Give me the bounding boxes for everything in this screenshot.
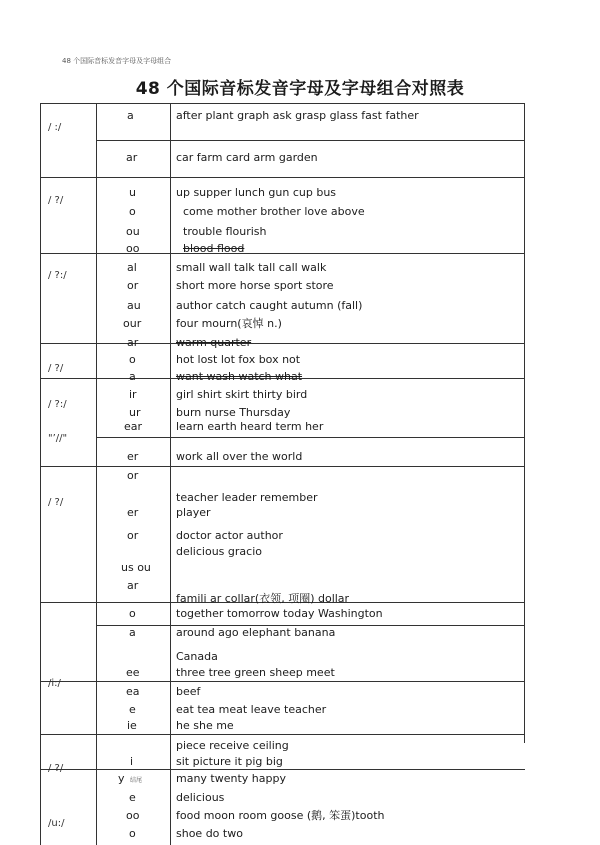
- phoneme-i-long: /i:/: [48, 678, 61, 689]
- example-words-ee: three tree green sheep meet: [176, 666, 335, 679]
- example-words-i: sit picture it pig big: [176, 755, 283, 768]
- phoneme-open-o: / ?/: [48, 363, 64, 374]
- letter-combo-al: al: [127, 261, 137, 274]
- letter-combo-ou1: ou: [126, 225, 140, 238]
- example-words-ar2: warm quarter: [176, 336, 252, 349]
- letter-combo-au: au: [127, 299, 141, 312]
- grid-line: [40, 769, 525, 770]
- example-words-er3: player: [176, 506, 211, 519]
- letter-combo-ar2: ar: [127, 336, 139, 349]
- example-words-a2: want wash watch what: [176, 370, 303, 383]
- letter-combo-a1: a: [127, 109, 134, 122]
- letter-note-y: 结尾: [130, 777, 143, 784]
- letter-combo-ee: ee: [126, 666, 140, 679]
- example-words-e1: eat tea meat leave teacher: [176, 703, 327, 716]
- example-words-ur: burn nurse Thursday: [176, 406, 291, 419]
- letter-combo-er3: er: [127, 506, 139, 519]
- letter-combo-a2: a: [129, 370, 136, 383]
- example-words-o4: shoe do two: [176, 827, 243, 840]
- letter-combo-o4: o: [129, 827, 136, 840]
- example-words-ie: he she me: [176, 719, 234, 732]
- letter-combo-y: y: [118, 772, 125, 785]
- example-words-pr: piece receive ceiling: [176, 739, 289, 752]
- grid-line: [96, 140, 525, 141]
- example-words-oo1: blood flood: [183, 242, 245, 255]
- phoneme-schwa-long-alt: "’//": [48, 433, 68, 444]
- letter-combo-oo2: oo: [126, 809, 140, 822]
- example-words-ear: learn earth heard term her: [176, 420, 324, 433]
- example-words-ir: girl shirt skirt thirty bird: [176, 388, 308, 401]
- example-words-or3: doctor actor author: [176, 529, 283, 542]
- example-words-au: author catch caught autumn (fall): [176, 299, 363, 312]
- document-header: 48 个国际音标发音字母及字母组合: [62, 57, 172, 65]
- example-words-o2: hot lost lot fox box not: [176, 353, 301, 366]
- letter-combo-us: us ou: [121, 561, 151, 574]
- grid-line: [40, 734, 525, 735]
- example-words-ar: car farm card arm garden: [176, 151, 318, 164]
- letter-combo-i: i: [130, 755, 134, 768]
- letter-combo-ar: ar: [126, 151, 138, 164]
- example-words-oo2: food moon room goose (鹅, 笨蛋)tooth: [176, 809, 385, 822]
- grid-line: [40, 681, 525, 682]
- example-words-y: many twenty happy: [176, 772, 286, 785]
- letter-combo-or3: or: [127, 529, 139, 542]
- grid-line: [524, 103, 525, 743]
- letter-combo-u: u: [129, 186, 136, 199]
- letter-combo-ie: ie: [127, 719, 137, 732]
- example-words-ou1: trouble flourish: [183, 225, 267, 238]
- phoneme-schwa-long: / ?:/: [48, 399, 67, 410]
- letter-combo-o1: o: [129, 205, 136, 218]
- letter-combo-oo1: oo: [126, 242, 140, 255]
- example-words-a1: after plant graph ask grasp glass fast father: [176, 109, 419, 122]
- letter-combo-ear: ear: [124, 420, 143, 433]
- letter-combo-o3: o: [129, 607, 136, 620]
- example-words-ea: beef: [176, 685, 201, 698]
- letter-combo-a3: a: [129, 626, 136, 639]
- grid-line: [40, 466, 525, 467]
- example-words-ous: delicious gracio: [176, 545, 262, 558]
- example-words-er2: teacher leader remember: [176, 491, 318, 504]
- letter-combo-er1: er: [127, 450, 139, 463]
- letter-combo-e1: e: [129, 703, 136, 716]
- phoneme-u-long: /u:/: [48, 818, 65, 829]
- phoneme-schwa: / ?/: [48, 497, 64, 508]
- letter-combo-ar3: ar: [127, 579, 139, 592]
- example-words-o1: come mother brother love above: [183, 205, 365, 218]
- example-words-e2: delicious: [176, 791, 225, 804]
- example-words-er1: work all over the world: [176, 450, 303, 463]
- grid-line: [40, 253, 525, 254]
- letter-combo-or2: or: [127, 469, 139, 482]
- letter-combo-ir: ir: [129, 388, 137, 401]
- letter-combo-our: our: [123, 317, 142, 330]
- phoneme-open-o-long: / ?:/: [48, 270, 67, 281]
- phoneme-i-short: / ?/: [48, 763, 64, 774]
- phoneme-lambda: / ?/: [48, 195, 64, 206]
- letter-combo-ea: ea: [126, 685, 140, 698]
- letter-combo-or1: or: [127, 279, 139, 292]
- letter-combo-o2: o: [129, 353, 136, 366]
- grid-line: [40, 177, 525, 178]
- grid-line: [40, 103, 525, 104]
- example-words-a3: around ago elephant banana: [176, 626, 336, 639]
- example-words-ar4: famili ar collar(衣领, 项圈) dollar: [176, 592, 350, 605]
- example-words-or1: short more horse sport store: [176, 279, 334, 292]
- example-words-al: small wall talk tall call walk: [176, 261, 327, 274]
- letter-combo-e2: e: [129, 791, 136, 804]
- example-words-our: four mourn(哀悼 n.): [176, 317, 282, 330]
- page-title: 48 个国际音标发音字母及字母组合对照表: [135, 79, 465, 99]
- example-words-u: up supper lunch gun cup bus: [176, 186, 337, 199]
- letter-combo-ur: ur: [129, 406, 141, 419]
- grid-line: [96, 437, 525, 438]
- example-words-cn: Canada: [176, 650, 218, 663]
- phoneme-a-long: / :/: [48, 122, 62, 133]
- grid-line: [40, 343, 525, 344]
- example-words-o3: together tomorrow today Washington: [176, 607, 383, 620]
